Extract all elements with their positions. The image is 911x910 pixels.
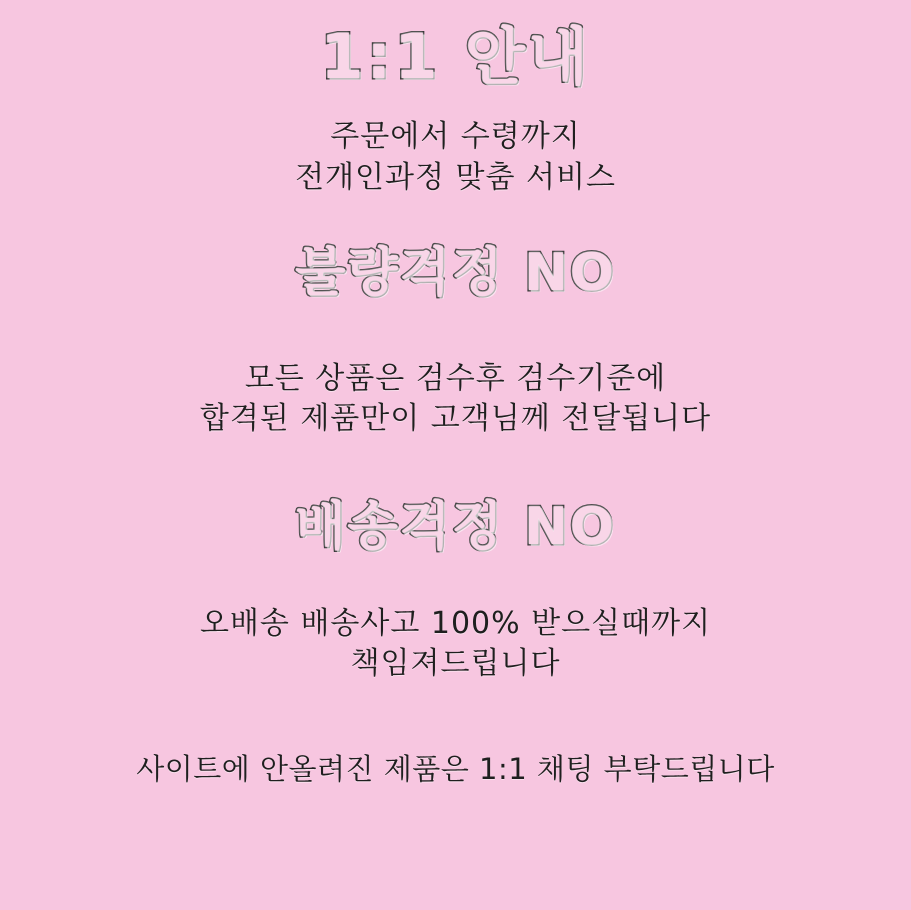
shipping-section-heading: 배송걱정 NO (295, 496, 616, 557)
poster-title-block (0, 22, 911, 91)
shipping-heading-block (0, 498, 911, 556)
quality-line-2: 합격된 제품만이 고객님께 전달됩니다 (199, 401, 712, 437)
quality-section-heading: 불량걱정 NO (295, 243, 616, 304)
intro-line-1: 주문에서 수령까지 (330, 119, 581, 155)
quality-heading-block (0, 244, 911, 302)
shipping-line-2: 책임져드립니다 (350, 646, 561, 682)
quality-line-1: 모든 상품은 검수후 검수기준에 (244, 360, 667, 396)
quality-body-block (0, 359, 911, 440)
intro-block (0, 117, 911, 198)
shipping-body-block (0, 604, 911, 685)
page-title: 1:1 안내 (320, 20, 591, 93)
shipping-line-1: 오배송 배송사고 100% 받으실때까지 (199, 605, 712, 641)
footer-note: 사이트에 안올려진 제품은 1:1 채팅 부탁드립니다 (136, 751, 775, 786)
intro-line-2: 전개인과정 맞춤 서비스 (295, 159, 616, 195)
footer-block (0, 747, 911, 788)
